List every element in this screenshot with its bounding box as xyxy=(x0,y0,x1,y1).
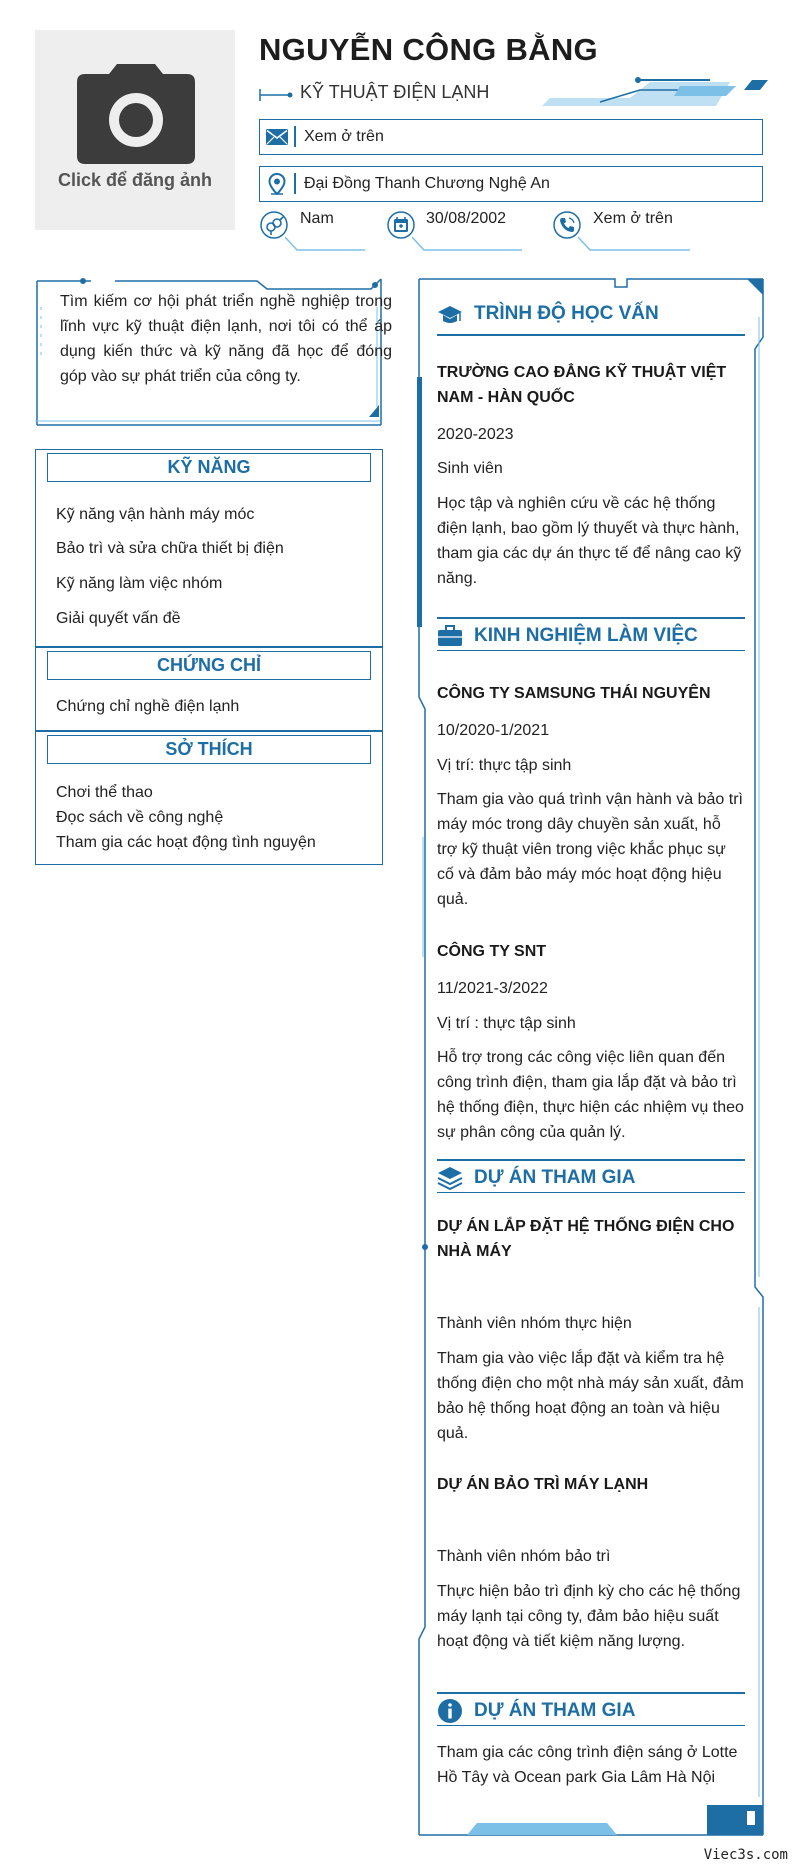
address-value: Đại Đồng Thanh Chương Nghệ An xyxy=(304,175,550,192)
certificate-item: Chứng chỉ nghề điện lạnh xyxy=(56,698,240,715)
gender-value: Nam xyxy=(300,210,334,227)
job-company: CÔNG TY SAMSUNG THÁI NGUYÊN xyxy=(437,685,711,702)
address-field[interactable] xyxy=(259,166,763,202)
objective-text: Tìm kiếm cơ hội phát triển nghề nghiệp trong lĩnh vực kỹ thuật điện lạnh, nơi tôi có thể áp dụng kiến thức và kỹ năng đã học để đóng góp vào sự phát triển của công ty. xyxy=(60,293,392,385)
email-value: Xem ở trên xyxy=(304,128,384,145)
birthday-underline xyxy=(412,236,522,252)
education-header xyxy=(437,300,745,334)
experience-title: KINH NGHIỆM LÀM VIỆC xyxy=(474,625,698,646)
title-arrow-icon xyxy=(259,88,295,102)
header-decoration xyxy=(540,76,770,112)
job-position: Vị trí: thực tập sinh xyxy=(437,757,572,774)
additional-header xyxy=(437,1692,745,1726)
job-period: 10/2020-1/2021 xyxy=(437,722,550,739)
location-pin-icon xyxy=(268,173,286,195)
objective-box xyxy=(35,277,392,427)
experience-header xyxy=(437,617,745,651)
additional-description: Tham gia các công trình điện sáng ở Lotte Hồ Tây và Ocean park Gia Lâm Hà Nội xyxy=(437,1744,738,1786)
phone-underline xyxy=(578,236,690,252)
candidate-name: NGUYỄN CÔNG BẰNG xyxy=(259,32,598,67)
skill-item: Kỹ năng làm việc nhóm xyxy=(56,575,223,592)
job-period: 11/2021-3/2022 xyxy=(437,980,548,997)
projects-header xyxy=(437,1159,745,1193)
layers-icon xyxy=(437,1165,463,1191)
job-description: Tham gia vào quá trình vận hành và bảo trì máy móc trong dây chuyền sản xuất, hỗ trợ kỹ thuật viên trong việc khắc phục sự cố và đảm bảo máy móc hoạt động hiệu quả. xyxy=(437,791,743,908)
skills-title: KỸ NĂNG xyxy=(47,453,371,482)
briefcase-icon xyxy=(437,623,463,649)
project-description: Thực hiện bảo trì định kỳ cho các hệ thống máy lạnh tại công ty, đảm bảo hiệu suất hoạt động và tiết kiệm năng lượng. xyxy=(437,1583,741,1650)
projects-header-line xyxy=(437,1192,745,1194)
job-company: CÔNG TY SNT xyxy=(437,943,547,960)
project-name: DỰ ÁN LẮP ĐẶT HỆ THỐNG ĐIỆN CHO NHÀ MÁY xyxy=(437,1218,735,1260)
certificates-title: CHỨNG CHỈ xyxy=(47,651,371,680)
watermark: Viec3s.com xyxy=(703,1847,788,1863)
projects-title: DỰ ÁN THAM GIA xyxy=(474,1167,636,1188)
project-role: Thành viên nhóm thực hiện xyxy=(437,1315,632,1332)
additional-header-line xyxy=(437,1725,745,1727)
experience-header-line xyxy=(437,650,745,652)
project-description: Tham gia vào việc lắp đặt và kiểm tra hệ thống điện cho một nhà máy sản xuất, đảm bảo hệ thống hoạt động an toàn và hiệu quả. xyxy=(437,1350,744,1442)
job-description: Hỗ trợ trong các công việc liên quan đến công trình điện, tham gia lắp đặt và bảo trì hệ thống điện, thực hiện các nhiệm vụ theo sự phân công của quản lý. xyxy=(437,1049,744,1141)
job-title: KỸ THUẬT ĐIỆN LẠNH xyxy=(300,82,490,102)
project-name: DỰ ÁN BẢO TRÌ MÁY LẠNH xyxy=(437,1476,649,1493)
education-school: TRƯỜNG CAO ĐẲNG KỸ THUẬT VIỆT NAM - HÀN QUỐC xyxy=(437,364,727,406)
phone-value: Xem ở trên xyxy=(593,210,673,227)
camera-icon xyxy=(77,64,195,164)
info-icon xyxy=(437,1698,463,1724)
hobby-item: Chơi thể thao xyxy=(56,784,153,801)
mail-icon xyxy=(266,129,288,145)
skill-item: Giải quyết vấn đề xyxy=(56,610,181,627)
skill-item: Bảo trì và sửa chữa thiết bị điện xyxy=(56,540,284,557)
photo-placeholder[interactable] xyxy=(35,30,235,230)
birthday-value: 30/08/2002 xyxy=(426,210,507,227)
skill-item: Kỹ năng vận hành máy móc xyxy=(56,506,255,523)
hobbies-title: SỞ THÍCH xyxy=(47,735,371,764)
education-header-line xyxy=(437,334,745,336)
job-position: Vị trí : thực tập sinh xyxy=(437,1015,576,1032)
education-period: 2020-2023 xyxy=(437,426,514,443)
education-role: Sinh viên xyxy=(437,460,503,477)
hobbies-section xyxy=(35,731,383,865)
gender-underline xyxy=(285,236,365,252)
graduation-cap-icon xyxy=(437,302,463,328)
photo-caption: Click để đăng ảnh xyxy=(57,170,213,190)
education-title: TRÌNH ĐỘ HỌC VẤN xyxy=(474,303,659,324)
hobby-item: Tham gia các hoạt động tình nguyện xyxy=(56,834,316,851)
skills-section xyxy=(35,449,383,647)
project-role: Thành viên nhóm bảo trì xyxy=(437,1548,611,1565)
email-field[interactable] xyxy=(259,119,763,155)
certificates-section xyxy=(35,647,383,731)
hobby-item: Đọc sách về công nghệ xyxy=(56,809,224,826)
additional-title: DỰ ÁN THAM GIA xyxy=(474,1700,636,1721)
education-description: Học tập và nghiên cứu về các hệ thống điện lạnh, bao gồm lý thuyết và thực hành, tham gia các dự án thực tế để nâng cao kỹ năng. xyxy=(437,495,742,587)
